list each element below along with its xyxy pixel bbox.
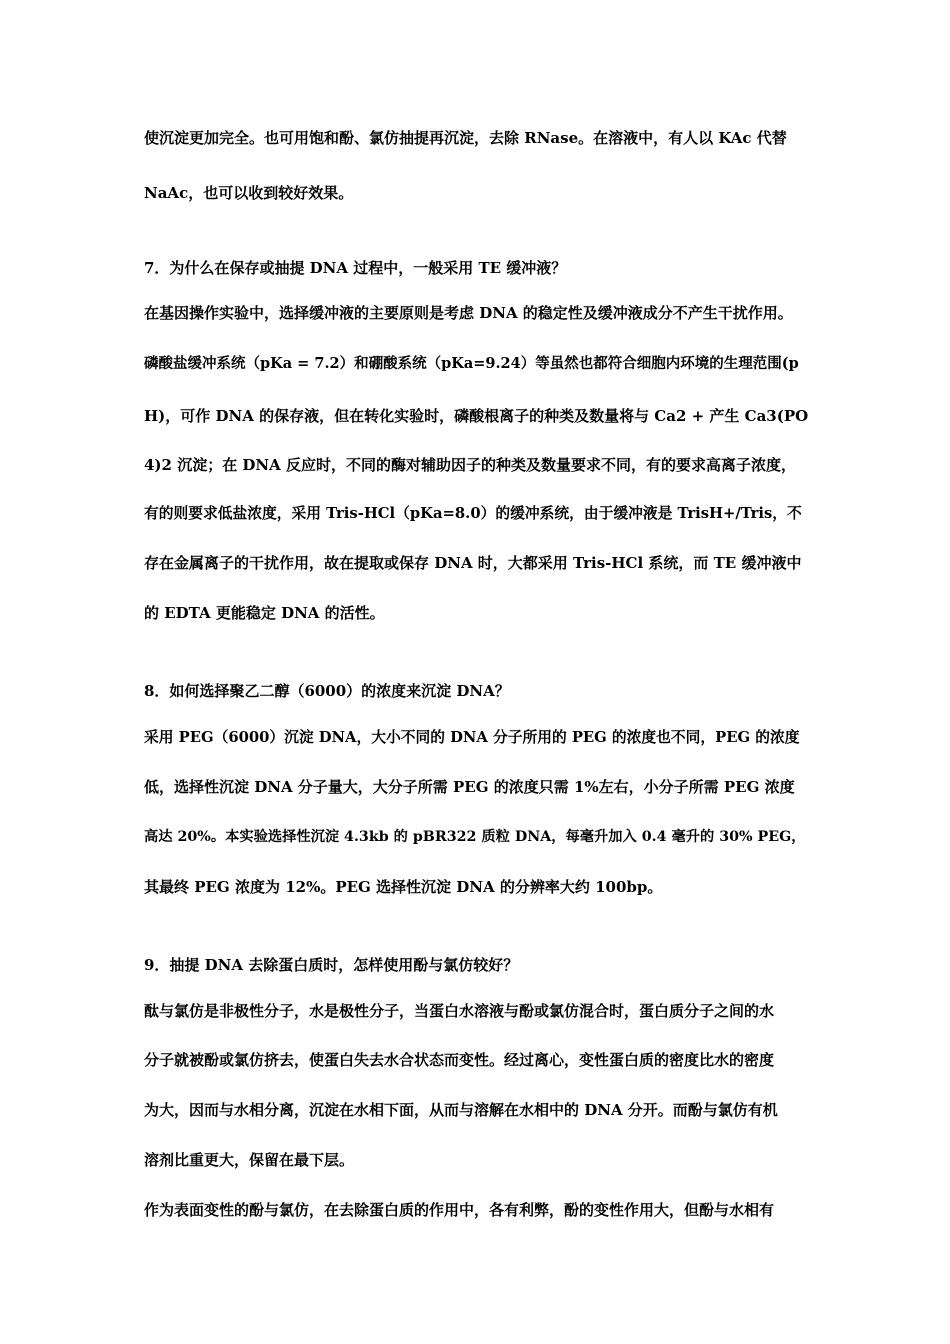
text-line: 高达 20%。本实验选择性沉淀 4.3kb 的 pBR322 质粒 DNA，每毫升加入 0.4 毫升的 30% PEG，	[144, 829, 806, 845]
text-line: 分子就被酚或氯仿挤去，使蛋白失去水合状态而变性。经过离心，变性蛋白质的密度比水的密度	[144, 1051, 775, 1069]
text-line: 为大，因而与水相分离，沉淀在水相下面，从而与溶解在水相中的 DNA 分开。而酚与氯仿有机	[144, 1101, 778, 1119]
question-heading-9: 9．抽提 DNA 去除蛋白质时，怎样使用酚与氯仿较好？	[144, 956, 519, 974]
text-line: 4)2 沉淀；在 DNA 反应时，不同的酶对辅助因子的种类及数量要求不同，有的要求高离子浓度，	[144, 456, 796, 474]
text-line: 有的则要求低盐浓度，采用 Tris-HCl（pKa=8.0）的缓冲系统，由于缓冲液是 TrisH+/Tris，不	[144, 505, 802, 522]
text-line: 使沉淀更加完全。也可用饱和酚、氯仿抽提再沉淀，去除 RNase。在溶液中，有人以 KAc 代替	[144, 129, 787, 147]
text-line: H)，可作 DNA 的保存液，但在转化实验时，磷酸根离子的种类及数量将与 Ca2 + 产生 Ca3(PO	[144, 407, 809, 425]
text-line: 溶剂比重更大，保留在最下层。	[144, 1151, 355, 1169]
text-line: 在基因操作实验中，选择缓冲液的主要原则是考虑 DNA 的稳定性及缓冲液成分不产生干扰作用。	[144, 304, 793, 322]
question-heading-8: 8．如何选择聚乙二醇（6000）的浓度来沉淀 DNA？	[144, 682, 510, 700]
text-line: 酞与氯仿是非极性分子，水是极性分子，当蛋白水溶液与酚或氯仿混合时，蛋白质分子之间的水	[144, 1002, 775, 1020]
text-line: 存在金属离子的干扰作用，故在提取或保存 DNA 时，大都采用 Tris-HCl 系统，而 TE 缓冲液中	[144, 554, 802, 572]
text-line: 低，选择性沉淀 DNA 分子量大，大分子所需 PEG 的浓度只需 1%左右，小分子所需 PEG 浓度	[144, 778, 795, 796]
text-line: 作为表面变性的酚与氯仿，在去除蛋白质的作用中，各有利弊，酚的变性作用大，但酚与水相有	[144, 1201, 775, 1219]
text-line: 的 EDTA 更能稳定 DNA 的活性。	[144, 604, 385, 622]
text-line: 磷酸盐缓冲系统（pKa = 7.2）和硼酸系统（pKa=9.24）等虽然也都符合细胞内环境的生理范围(p	[144, 355, 799, 372]
text-line: NaAc，也可以收到较好效果。	[144, 184, 354, 202]
question-heading-7: 7．为什么在保存或抽提 DNA 过程中，一般采用 TE 缓冲液？	[144, 259, 567, 277]
text-line: 其最终 PEG 浓度为 12%。PEG 选择性沉淀 DNA 的分辨率大约 100bp。	[144, 878, 663, 896]
text-line: 采用 PEG（6000）沉淀 DNA，大小不同的 DNA 分子所用的 PEG 的浓度也不同，PEG 的浓度	[144, 729, 800, 746]
